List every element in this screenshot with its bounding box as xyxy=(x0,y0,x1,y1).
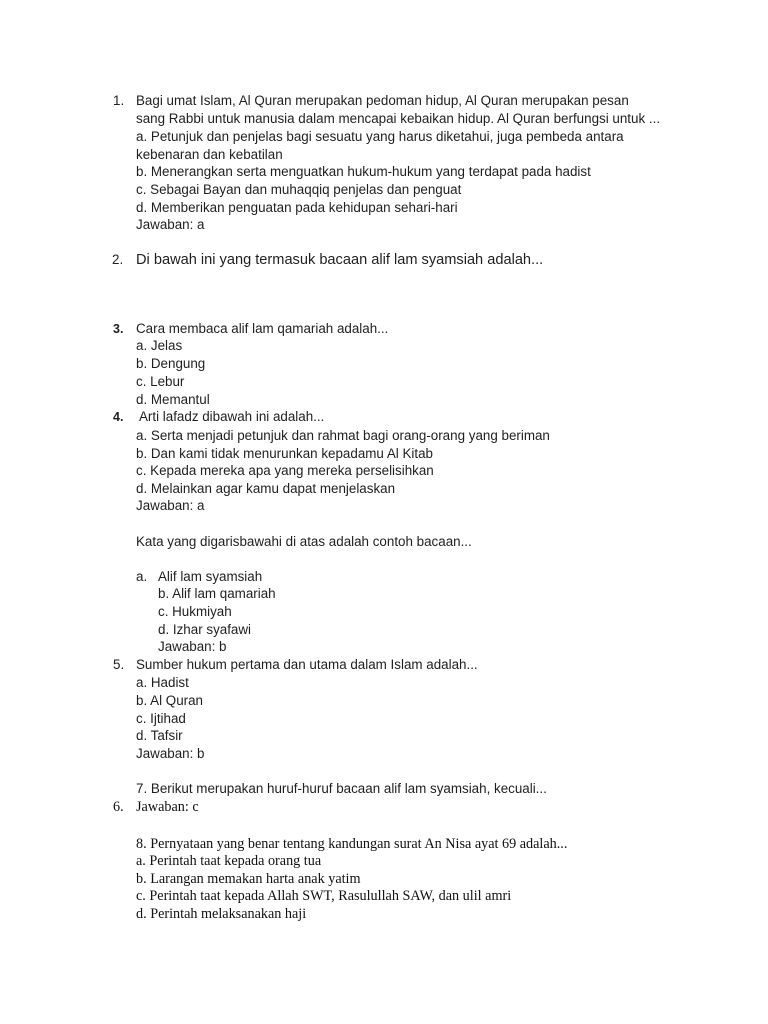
question-underlined-text: Kata yang digarisbawahi di atas adalah contoh bacaan... xyxy=(136,534,472,549)
question-4-number: 4. xyxy=(113,410,124,424)
question-1-option-d: d. Memberikan penguatan pada kehidupan sehari-hari xyxy=(136,200,458,215)
question-4-option-c: c. Kepada mereka apa yang mereka perselisihkan xyxy=(136,463,434,478)
question-underlined-option-a: Alif lam syamsiah xyxy=(158,569,263,584)
question-3-option-c: c. Lebur xyxy=(136,374,185,389)
question-4-answer: Jawaban: a xyxy=(136,498,205,513)
question-8-option-c: c. Perintah taat kepada Allah SWT, Rasulullah SAW, dan ulil amri xyxy=(136,888,512,904)
question-1-text-line-2: sang Rabbi untuk manusia dalam mencapai kebaikan hidup. Al Quran berfungsi untuk ... xyxy=(136,111,661,126)
question-4-text: Arti lafadz dibawah ini adalah... xyxy=(136,409,325,424)
question-3-text: Cara membaca alif lam qamariah adalah... xyxy=(136,321,389,336)
question-5-option-a: a. Hadist xyxy=(136,675,189,690)
question-8-option-d: d. Perintah melaksanakan haji xyxy=(136,906,307,922)
question-5-answer: Jawaban: b xyxy=(136,746,205,761)
question-5-number: 5. xyxy=(113,657,125,672)
question-5-option-c: c. Ijtihad xyxy=(136,711,186,726)
question-5-option-d: d. Tafsir xyxy=(136,728,183,743)
question-6-number: 6. xyxy=(113,799,124,815)
question-1-text-line-1: Bagi umat Islam, Al Quran merupakan pedoman hidup, Al Quran merupakan pesan xyxy=(136,93,629,108)
question-1-option-a-line-1: a. Petunjuk dan penjelas bagi sesuatu yang harus diketahui, juga pembeda antara xyxy=(136,129,624,144)
question-4-option-b: b. Dan kami tidak menurunkan kepadamu Al Kitab xyxy=(136,446,433,461)
question-1-option-a-line-2: kebenaran dan kebatilan xyxy=(136,147,283,162)
question-underlined-answer: Jawaban: b xyxy=(158,639,227,654)
question-2-number: 2. xyxy=(112,252,124,267)
question-8-option-a: a. Perintah taat kepada orang tua xyxy=(136,853,322,869)
question-1-option-c: c. Sebagai Bayan dan muhaqqiq penjelas dan penguat xyxy=(136,182,462,197)
question-3-option-d: d. Memantul xyxy=(136,392,210,407)
question-underlined-option-a-marker: a. xyxy=(136,569,148,584)
question-3-option-a: a. Jelas xyxy=(136,338,183,353)
question-5-option-b: b. Al Quran xyxy=(136,693,203,708)
question-underlined-option-d: d. Izhar syafawi xyxy=(158,622,252,637)
question-1-number: 1. xyxy=(113,93,125,108)
question-1-option-b: b. Menerangkan serta menguatkan hukum-hukum yang terdapat pada hadist xyxy=(136,164,591,179)
question-8-text: 8. Pernyataan yang benar tentang kandungan surat An Nisa ayat 69 adalah... xyxy=(136,836,568,852)
question-underlined-option-c: c. Hukmiyah xyxy=(158,604,232,619)
question-4-option-a: a. Serta menjadi petunjuk dan rahmat bagi orang-orang yang beriman xyxy=(136,428,550,443)
question-8-option-b: b. Larangan memakan harta anak yatim xyxy=(136,871,361,887)
question-underlined-option-b: b. Alif lam qamariah xyxy=(158,586,276,601)
question-6-answer: Jawaban: c xyxy=(136,799,199,815)
question-3-number: 3. xyxy=(113,322,124,336)
question-2-text: Di bawah ini yang termasuk bacaan alif lam syamsiah adalah... xyxy=(136,252,544,268)
question-5-text: Sumber hukum pertama dan utama dalam Islam adalah... xyxy=(136,657,478,672)
question-4-option-d: d. Melainkan agar kamu dapat menjelaskan xyxy=(136,481,396,496)
question-7-text: 7. Berikut merupakan huruf-huruf bacaan alif lam syamsiah, kecuali... xyxy=(136,781,547,796)
question-1-answer: Jawaban: a xyxy=(136,217,205,232)
question-3-option-b: b. Dengung xyxy=(136,356,206,371)
